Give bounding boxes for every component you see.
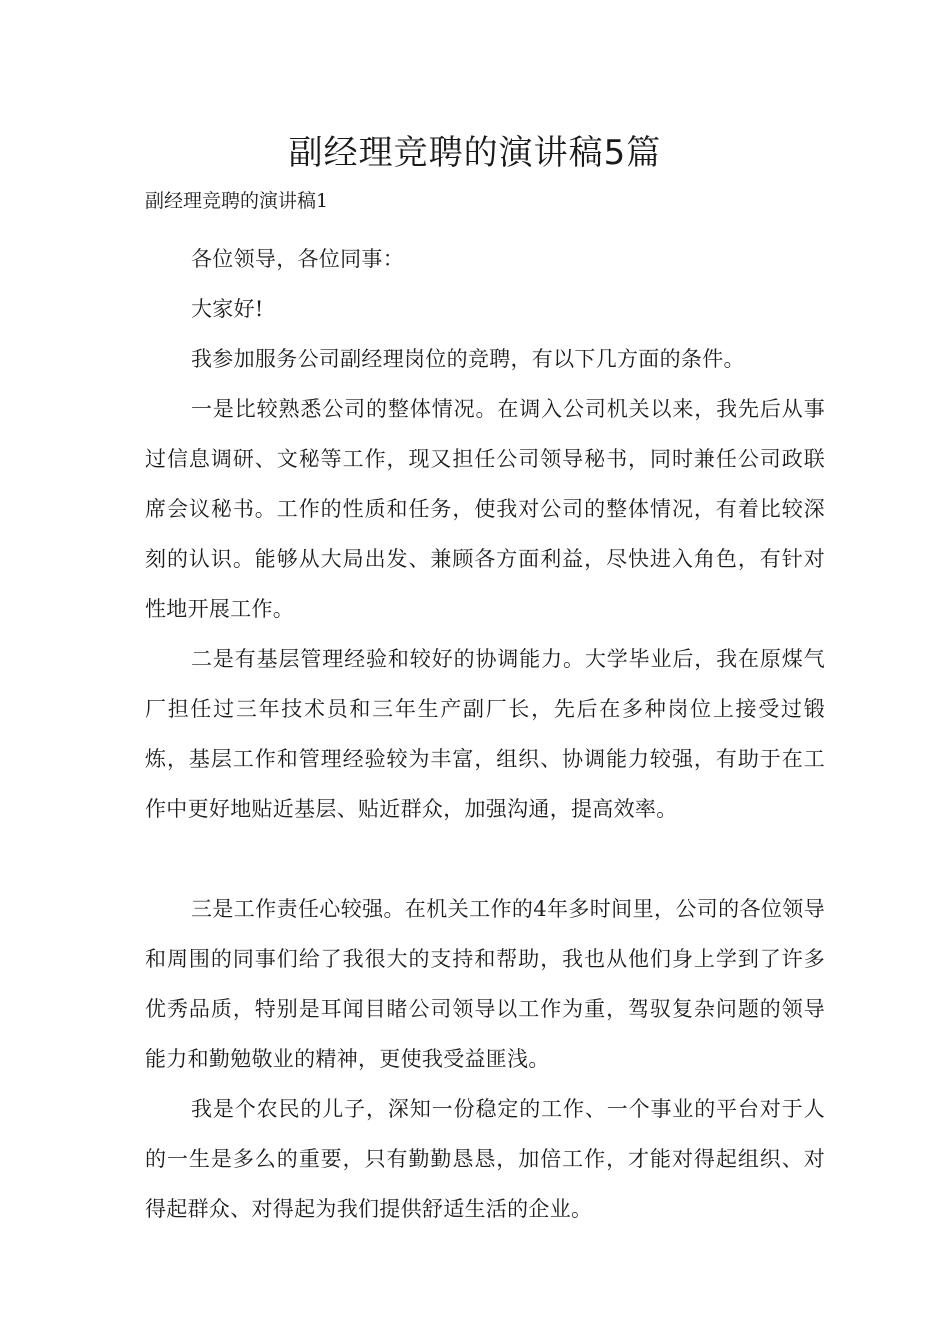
section-subtitle: 副经理竞聘的演讲稿1 xyxy=(145,190,329,212)
paragraph-closing: 我是个农民的儿子，深知一份稳定的工作、一个事业的平台对于人的一生是多么的重要，只有勤勤恳恳，加倍工作，才能对得起组织、对得起群众、对得起为我们提供舒适生活的企业。 xyxy=(145,1097,825,1221)
paragraph-greeting: 各位领导，各位同事： xyxy=(191,247,404,271)
paragraph-point-two: 二是有基层管理经验和较好的协调能力。大学毕业后，我在原煤气厂担任过三年技术员和三年生产副厂长，先后在多种岗位上接受过锻炼，基层工作和管理经验较为丰富，组织、协调能力较强，有助于在工作中更好地贴近基层、贴近群众，加强沟通，提高效率。 xyxy=(145,647,825,821)
paragraph-point-three: 三是工作责任心较强。在机关工作的4年多时间里，公司的各位领导和周围的同事们给了我很大的支持和帮助，我也从他们身上学到了许多优秀品质，特别是耳闻目睹公司领导以工作为重，驾驭复杂问题的领导能力和勤勉敬业的精神，更使我受益匪浅。 xyxy=(145,897,825,1071)
paragraph-hello: 大家好! xyxy=(191,297,264,321)
paragraph-intro: 我参加服务公司副经理岗位的竞聘，有以下几方面的条件。 xyxy=(191,347,745,371)
document-title: 副经理竞聘的演讲稿5篇 xyxy=(288,133,662,173)
paragraph-point-one: 一是比较熟悉公司的整体情况。在调入公司机关以来，我先后从事过信息调研、文秘等工作，现又担任公司领导秘书，同时兼任公司政联席会议秘书。工作的性质和任务，使我对公司的整体情况，有着比较深刻的认识。能够从大局出发、兼顾各方面利益，尽快进入角色，有针对性地开展工作。 xyxy=(145,397,825,621)
document-body xyxy=(145,234,825,1234)
paragraph-gap xyxy=(145,834,825,884)
